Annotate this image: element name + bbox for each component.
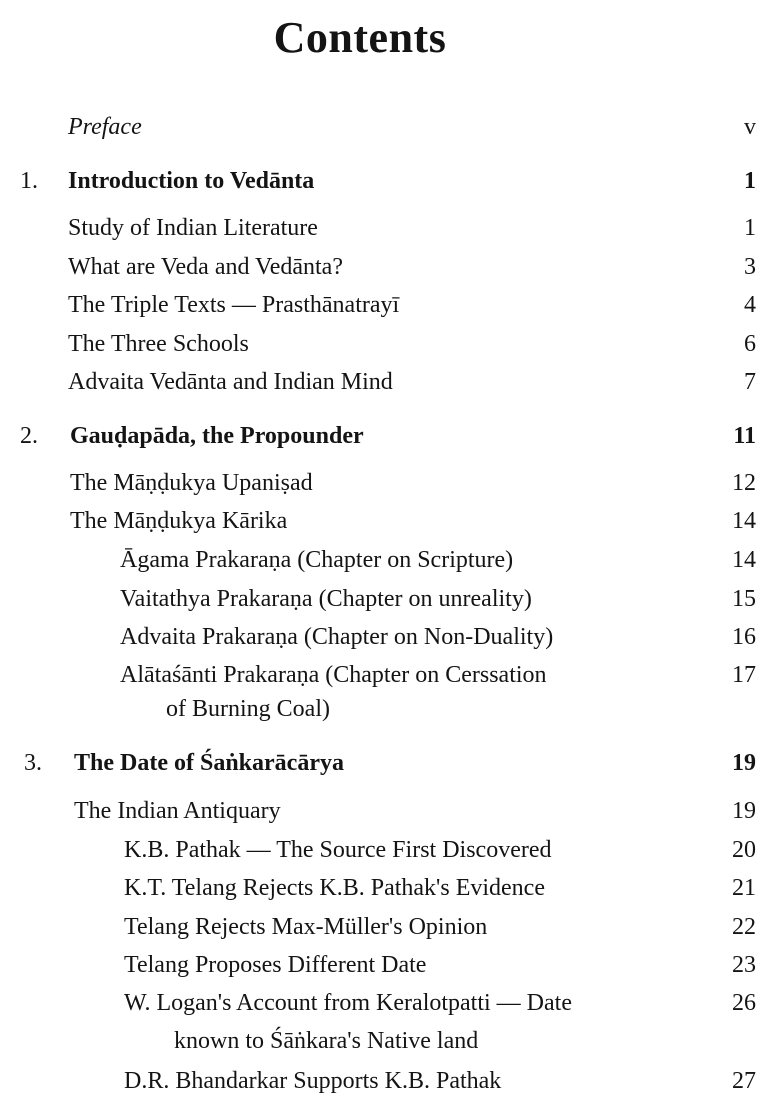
- subsection-title: Advaita Prakaraṇa (Chapter on Non-Duality): [120, 624, 554, 650]
- toc-page-number: 11: [733, 423, 756, 449]
- toc-chapter-2[interactable]: [0, 419, 780, 453]
- toc-page-number: 20: [732, 837, 756, 863]
- subsection-title-continuation: known to Śāṅkara's Native land: [174, 1028, 479, 1054]
- subsection-title: Alātaśānti Prakaraṇa (Chapter on Cerssation: [120, 662, 547, 688]
- toc-page-number: 15: [732, 586, 756, 612]
- toc-subsection[interactable]: [0, 620, 780, 654]
- section-title: The Three Schools: [68, 331, 249, 357]
- section-title: The Indian Antiquary: [74, 798, 281, 824]
- toc-subsection[interactable]: [0, 910, 780, 944]
- toc-page-number: 14: [732, 508, 756, 534]
- toc-subsection[interactable]: [0, 658, 780, 692]
- section-title: Study of Indian Literature: [68, 215, 318, 241]
- toc-subsection[interactable]: [0, 986, 780, 1020]
- chapter-number: 3.: [24, 750, 42, 776]
- section-title: What are Veda and Vedānta?: [68, 254, 343, 280]
- toc-page-number: 22: [732, 914, 756, 940]
- toc-page-number: 26: [732, 990, 756, 1016]
- toc-entry-preface[interactable]: [0, 110, 780, 144]
- toc-page-number: 1: [744, 168, 756, 194]
- section-title: Advaita Vedānta and Indian Mind: [68, 369, 393, 395]
- toc-page-number: 23: [732, 952, 756, 978]
- toc-subsection[interactable]: [0, 582, 780, 616]
- subsection-title: Telang Proposes Different Date: [124, 952, 427, 978]
- toc-subsection[interactable]: [0, 543, 780, 577]
- toc-section[interactable]: [0, 466, 780, 500]
- chapter-number: 2.: [20, 423, 38, 449]
- section-title: The Māṇḍukya Kārika: [70, 508, 288, 534]
- toc-page-number: 21: [732, 875, 756, 901]
- page-title: Contents: [273, 13, 447, 62]
- chapter-number: 1.: [20, 168, 38, 194]
- section-title: The Triple Texts — Prasthānatrayī: [68, 292, 400, 318]
- toc-page-number: v: [744, 114, 756, 140]
- subsection-title: Vaitathya Prakaraṇa (Chapter on unreality): [120, 586, 532, 612]
- subsection-title: W. Logan's Account from Keralotpatti — Date: [124, 990, 572, 1016]
- toc-subsection[interactable]: [0, 1064, 780, 1098]
- chapter-title: Introduction to Vedānta: [68, 168, 315, 194]
- toc-page-number: 27: [732, 1068, 756, 1094]
- chapter-title: The Date of Śaṅkarācārya: [74, 750, 344, 776]
- toc-page-number: 19: [732, 798, 756, 824]
- toc-chapter-3[interactable]: [0, 746, 780, 780]
- chapter-title: Gauḍapāda, the Propounder: [70, 423, 364, 449]
- toc-page-number: 1: [744, 215, 756, 241]
- section-title: The Māṇḍukya Upaniṣad: [70, 470, 313, 496]
- toc-section[interactable]: [0, 504, 780, 538]
- subsection-title: D.R. Bhandarkar Supports K.B. Pathak: [124, 1068, 502, 1094]
- toc-page-number: 19: [732, 750, 756, 776]
- toc-page-number: 14: [732, 547, 756, 573]
- toc-section[interactable]: [0, 327, 780, 361]
- toc-section[interactable]: [0, 250, 780, 284]
- toc-page-number: 6: [744, 331, 756, 357]
- toc-section[interactable]: [0, 211, 780, 245]
- toc-section[interactable]: [0, 794, 780, 828]
- toc-subsection[interactable]: [0, 833, 780, 867]
- toc-section[interactable]: [0, 288, 780, 322]
- subsection-title: K.B. Pathak — The Source First Discovered: [124, 837, 552, 863]
- toc-chapter-1[interactable]: [0, 164, 780, 198]
- subsection-title-continuation: of Burning Coal): [166, 696, 330, 722]
- toc-page-number: 16: [732, 624, 756, 650]
- subsection-title: Āgama Prakaraṇa (Chapter on Scripture): [120, 547, 514, 573]
- toc-page-number: 17: [732, 662, 756, 688]
- toc-page-number: 3: [744, 254, 756, 280]
- toc-page-number: 7: [744, 369, 756, 395]
- subsection-title: K.T. Telang Rejects K.B. Pathak's Evidence: [124, 875, 545, 901]
- toc-subsection[interactable]: [0, 948, 780, 982]
- toc-subsection[interactable]: [0, 871, 780, 905]
- toc-entry-title: Preface: [68, 114, 142, 140]
- toc-page-number: 4: [744, 292, 756, 318]
- toc-page-number: 12: [732, 470, 756, 496]
- toc-section[interactable]: [0, 365, 780, 399]
- subsection-title: Telang Rejects Max-Müller's Opinion: [124, 914, 488, 940]
